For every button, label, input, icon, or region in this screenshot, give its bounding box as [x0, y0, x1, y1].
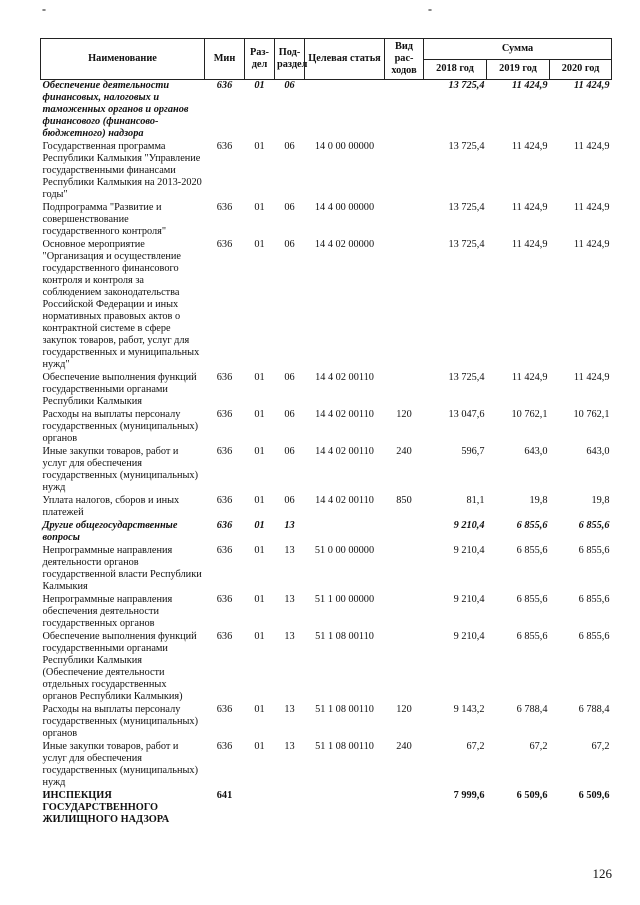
row-name: Другие общегосударственные вопросы — [42, 520, 178, 543]
row-razdel: 01 — [254, 545, 265, 556]
header-vid: Вид рас-ходов — [385, 39, 424, 80]
row-sum-2019: 11 424,9 — [512, 80, 548, 91]
row-sum-2018: 9 210,4 — [453, 520, 485, 531]
header-2019: 2019 год — [487, 59, 550, 80]
table-row — [41, 141, 612, 202]
row-sum-2018: 596,7 — [461, 446, 485, 457]
row-sum-2019: 6 855,6 — [516, 520, 548, 531]
row-vid — [385, 80, 424, 142]
row-min: 636 — [216, 202, 233, 213]
row-sum-2020: 67,2 — [591, 741, 610, 752]
row-sum-2018: 13 725,4 — [448, 372, 485, 383]
row-min: 636 — [216, 446, 233, 457]
row-razdel: 01 — [254, 495, 265, 506]
table-row — [41, 495, 612, 520]
row-vid — [385, 372, 424, 409]
budget-table — [40, 38, 612, 827]
row-min: 636 — [216, 372, 233, 383]
row-name: Обеспечение выполнения функций государственными органами Республики Калмыкия — [42, 372, 197, 407]
row-sum-2019: 11 424,9 — [511, 202, 548, 213]
row-target: 14 0 00 00000 — [314, 141, 375, 152]
row-name: Основное мероприятие "Организация и осуществление государственного финансового контроля и контроля за соблюдением законодательства Российской Федерации и иных нормативных правовых актов о контрактной системе в сфере закупок товаров, работ, услуг для государственных и муниципальных нужд" — [42, 239, 200, 370]
row-razdel: 01 — [254, 741, 265, 752]
row-min: 641 — [216, 790, 233, 801]
table-row — [41, 545, 612, 594]
row-razdel: 01 — [254, 594, 265, 605]
row-name: Государственная программа Республики Калмыкия "Управление государственными финансами Республики Калмыкия на 2013-2020 годы" — [42, 141, 202, 200]
row-podrazdel — [275, 790, 305, 827]
row-sum-2020: 6 855,6 — [578, 631, 610, 642]
row-target: 51 1 00 00000 — [314, 594, 375, 605]
table-row — [41, 80, 612, 142]
table-row — [41, 409, 612, 446]
table-row — [41, 631, 612, 704]
header-row — [41, 39, 612, 60]
row-target: 51 0 00 00000 — [314, 545, 375, 556]
row-vid — [385, 545, 424, 594]
row-sum-2018: 9 210,4 — [453, 631, 485, 642]
row-razdel: 01 — [254, 239, 265, 250]
row-sum-2020: 11 424,9 — [573, 202, 610, 213]
row-vid: 850 — [396, 495, 412, 506]
row-target: 14 4 02 00110 — [315, 495, 374, 506]
row-vid — [385, 594, 424, 631]
row-sum-2018: 13 725,4 — [448, 80, 485, 91]
row-sum-2018: 9 143,2 — [453, 704, 485, 715]
row-vid: 120 — [396, 409, 412, 420]
row-sum-2018: 13 725,4 — [448, 141, 485, 152]
row-sum-2018: 81,1 — [466, 495, 485, 506]
row-target: 14 4 02 00110 — [315, 409, 374, 420]
row-podrazdel: 06 — [284, 202, 295, 213]
row-vid — [385, 202, 424, 239]
row-min: 636 — [216, 239, 233, 250]
row-vid: 240 — [396, 741, 412, 752]
header-summa: Сумма — [424, 39, 612, 60]
table-row — [41, 446, 612, 495]
row-razdel: 01 — [254, 141, 265, 152]
row-sum-2019: 67,2 — [529, 741, 548, 752]
row-min: 636 — [216, 545, 233, 556]
row-sum-2018: 13 725,4 — [448, 239, 485, 250]
row-min: 636 — [216, 741, 233, 752]
row-target: 51 1 08 00110 — [315, 741, 374, 752]
row-name: Иные закупки товаров, работ и услуг для обеспечения государственных (муниципальных) нужд — [42, 741, 199, 788]
row-sum-2019: 643,0 — [524, 446, 548, 457]
row-sum-2019: 6 855,6 — [516, 631, 548, 642]
row-podrazdel: 13 — [284, 545, 295, 556]
row-sum-2020: 643,0 — [586, 446, 610, 457]
row-name: Уплата налогов, сборов и иных платежей — [42, 495, 180, 518]
row-podrazdel: 13 — [284, 631, 295, 642]
row-min: 636 — [216, 141, 233, 152]
header-min: Мин — [205, 39, 245, 80]
row-sum-2019: 11 424,9 — [511, 372, 548, 383]
row-min: 636 — [216, 80, 233, 91]
row-sum-2020: 6 855,6 — [578, 594, 610, 605]
row-sum-2020: 6 788,4 — [578, 704, 610, 715]
row-target — [305, 520, 385, 545]
page-number: 126 — [592, 866, 612, 881]
row-razdel: 01 — [254, 446, 265, 457]
row-min: 636 — [216, 631, 233, 642]
table-row — [41, 520, 612, 545]
row-sum-2020: 11 424,9 — [573, 141, 610, 152]
row-sum-2018: 13 725,4 — [448, 202, 485, 213]
row-sum-2020: 6 855,6 — [578, 520, 610, 531]
row-sum-2019: 6 855,6 — [516, 594, 548, 605]
row-target — [305, 790, 385, 827]
table-row — [41, 741, 612, 790]
table-row — [41, 372, 612, 409]
row-podrazdel: 06 — [284, 495, 295, 506]
table-row — [41, 790, 612, 827]
row-min: 636 — [216, 594, 233, 605]
row-vid: 120 — [396, 704, 412, 715]
row-sum-2018: 9 210,4 — [453, 545, 485, 556]
row-sum-2020: 6 855,6 — [578, 545, 610, 556]
row-sum-2019: 6 509,6 — [516, 790, 548, 801]
row-min: 636 — [216, 409, 233, 420]
row-sum-2020: 6 509,6 — [578, 790, 610, 801]
row-podrazdel: 13 — [284, 594, 295, 605]
row-razdel: 01 — [254, 409, 265, 420]
row-target: 14 4 00 00000 — [314, 202, 375, 213]
row-target: 14 4 02 00110 — [315, 446, 374, 457]
row-sum-2019: 11 424,9 — [511, 239, 548, 250]
table-row — [41, 704, 612, 741]
row-podrazdel: 13 — [284, 704, 295, 715]
table-row — [41, 202, 612, 239]
row-sum-2019: 6 788,4 — [516, 704, 548, 715]
row-razdel: 01 — [254, 202, 265, 213]
row-sum-2020: 11 424,9 — [573, 239, 610, 250]
row-podrazdel: 13 — [284, 741, 295, 752]
row-min: 636 — [216, 495, 233, 506]
header-2018: 2018 год — [424, 59, 487, 80]
row-sum-2018: 9 210,4 — [453, 594, 485, 605]
row-name: ИНСПЕКЦИЯ ГОСУДАРСТВЕННОГО ЖИЛИЩНОГО НАДЗОРА — [42, 790, 170, 825]
row-name: Подпрограмма "Развитие и совершенствование государственного контроля" — [42, 202, 167, 237]
row-podrazdel: 06 — [284, 409, 295, 420]
table-body — [41, 80, 612, 828]
row-sum-2020: 11 424,9 — [573, 372, 610, 383]
row-name: Иные закупки товаров, работ и услуг для обеспечения государственных (муниципальных) нужд — [42, 446, 199, 493]
row-sum-2019: 11 424,9 — [511, 141, 548, 152]
row-vid — [385, 790, 424, 827]
row-name: Расходы на выплаты персоналу государственных (муниципальных) органов — [42, 409, 199, 444]
row-sum-2019: 19,8 — [529, 495, 548, 506]
row-name: Обеспечение деятельности финансовых, налоговых и таможенных органов и органов финансового (финансово-бюджетного) надзора — [42, 80, 189, 139]
row-sum-2018: 7 999,6 — [453, 790, 485, 801]
row-target: 51 1 08 00110 — [315, 631, 374, 642]
row-razdel: 01 — [254, 80, 265, 91]
header-razdel: Раз-дел — [245, 39, 275, 80]
header-name: Наименование — [41, 39, 205, 80]
row-min: 636 — [216, 520, 233, 531]
row-target: 14 4 02 00000 — [314, 239, 375, 250]
row-podrazdel: 06 — [284, 239, 295, 250]
header-podrazdel: Под-раздел — [275, 39, 305, 80]
row-name: Непрограммные направления деятельности органов государственной власти Республики Калмыкия — [42, 545, 202, 592]
row-sum-2020: 19,8 — [591, 495, 610, 506]
row-vid — [385, 141, 424, 202]
row-podrazdel: 13 — [284, 520, 295, 531]
row-name: Непрограммные направления обеспечения деятельности государственных органов — [42, 594, 173, 629]
row-podrazdel: 06 — [284, 446, 295, 457]
row-target: 14 4 02 00110 — [315, 372, 374, 383]
row-sum-2020: 10 762,1 — [573, 409, 610, 420]
row-target — [305, 80, 385, 142]
row-sum-2019: 6 855,6 — [516, 545, 548, 556]
row-sum-2019: 10 762,1 — [511, 409, 548, 420]
row-razdel: 01 — [254, 520, 265, 531]
row-vid — [385, 520, 424, 545]
row-vid — [385, 239, 424, 372]
row-target: 51 1 08 00110 — [315, 704, 374, 715]
top-mark-left: - — [42, 2, 46, 16]
row-min: 636 — [216, 704, 233, 715]
row-razdel: 01 — [254, 704, 265, 715]
header-target: Целевая статья — [305, 39, 385, 80]
row-sum-2020: 11 424,9 — [574, 80, 610, 91]
row-vid — [385, 631, 424, 704]
row-razdel: 01 — [254, 631, 265, 642]
row-razdel — [245, 790, 275, 827]
table-row — [41, 239, 612, 372]
row-razdel: 01 — [254, 372, 265, 383]
row-sum-2018: 67,2 — [466, 741, 485, 752]
row-podrazdel: 06 — [284, 141, 295, 152]
row-vid: 240 — [396, 446, 412, 457]
row-podrazdel: 06 — [284, 372, 295, 383]
table-row — [41, 594, 612, 631]
top-mark-right: - — [428, 2, 432, 16]
row-name: Расходы на выплаты персоналу государственных (муниципальных) органов — [42, 704, 199, 739]
row-podrazdel: 06 — [284, 80, 295, 91]
row-name: Обеспечение выполнения функций государственными органами Республики Калмыкия (Обеспечение деятельности отдельных государственных органов Республики Калмыкия) — [42, 631, 197, 702]
header-2020: 2020 год — [550, 59, 612, 80]
row-sum-2018: 13 047,6 — [448, 409, 485, 420]
